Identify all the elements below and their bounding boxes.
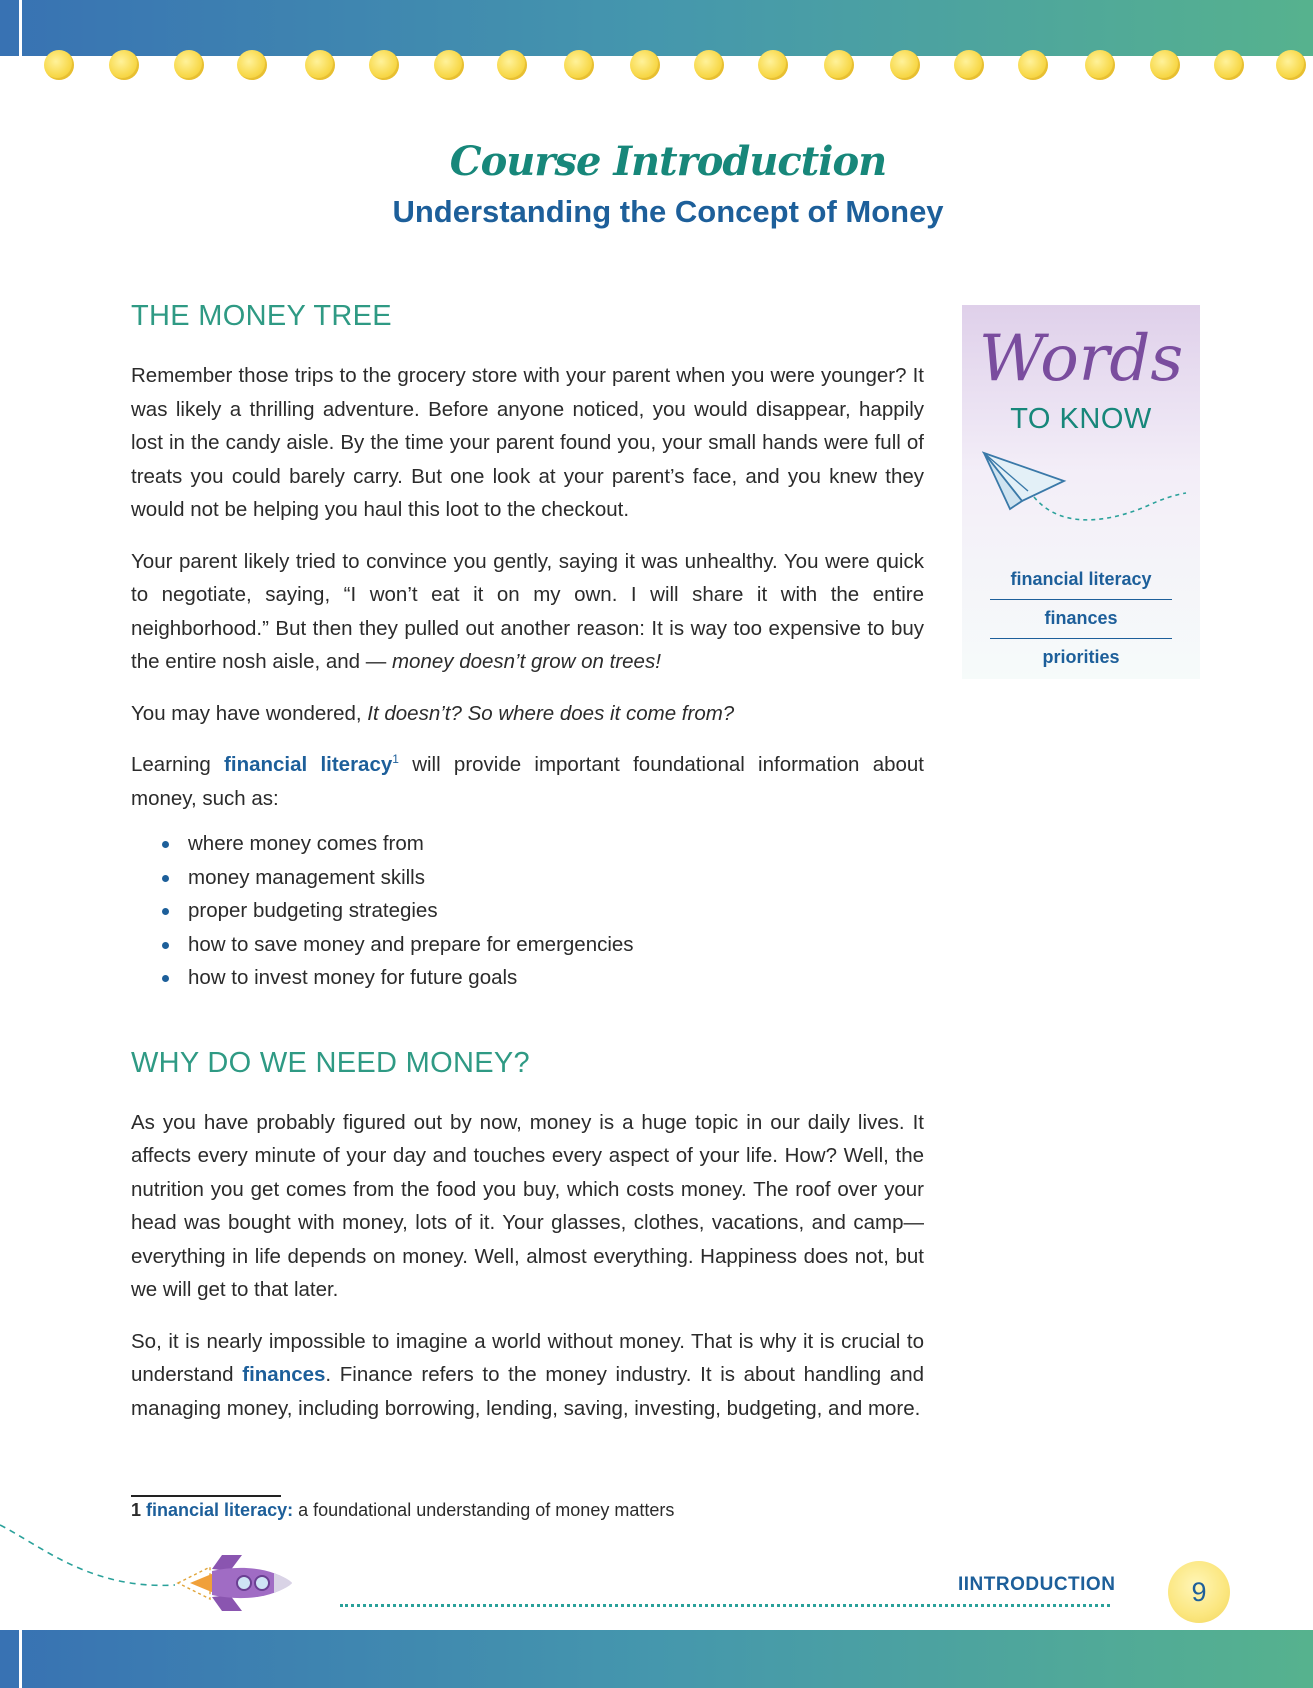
paragraph — [131, 748, 924, 815]
section-heading: WHY DO WE NEED MONEY? — [131, 1046, 530, 1079]
paragraph — [131, 1325, 924, 1426]
paper-plane-icon — [982, 451, 1192, 541]
paragraph — [131, 697, 924, 731]
coin-icon — [954, 50, 984, 80]
footer-dotted-rule — [340, 1604, 1110, 1607]
coin-row-decoration — [0, 48, 1313, 88]
coin-icon — [434, 50, 464, 80]
bottom-gradient-band — [0, 1630, 1313, 1688]
coin-icon — [237, 50, 267, 80]
bullet-list — [131, 827, 924, 995]
page-number: 9 — [1168, 1561, 1230, 1623]
glossary-term[interactable]: finances — [242, 1363, 326, 1386]
list-item: how to save money and prepare for emergencies — [162, 928, 924, 962]
text-run: Your parent likely tried to convince you gently, saying it was unhealthy. You were quick to negotiate, saying, “I won’t eat it on my own. I will share it with the entire neighborhood.” But then they pulled out another reason: It is way too expensive to buy the entire nosh aisle, and — — [131, 549, 924, 673]
paragraph: Remember those trips to the grocery store with your parent when you were younger? It was likely a thrilling adventure. Before anyone noticed, you would disappear, happily lost in the candy aisle. By the time your parent found you, your small hands were full of treats you could barely carry. But one look at your parent’s face, and you knew they would not be helping you haul this loot to the checkout. — [131, 364, 924, 521]
coin-icon — [824, 50, 854, 80]
bottom-band-divider — [19, 1630, 22, 1688]
coin-icon — [497, 50, 527, 80]
coin-icon — [1085, 50, 1115, 80]
coin-icon — [1276, 50, 1306, 80]
list-item: how to invest money for future goals — [162, 961, 924, 995]
running-footer: IINTRODUCTION — [958, 1574, 1116, 1595]
glossary-term[interactable]: financial literacy — [224, 753, 393, 776]
footnote-rule — [131, 1495, 281, 1497]
footnote-ref[interactable]: 1 — [392, 752, 399, 767]
coin-icon — [630, 50, 660, 80]
words-to-know-sidebar — [962, 305, 1200, 679]
sidebar-term[interactable]: finances — [990, 600, 1172, 639]
coin-icon — [1214, 50, 1244, 80]
footnote-term: financial literacy: — [146, 1500, 294, 1520]
text-run: Learning — [131, 753, 225, 776]
coin-icon — [1018, 50, 1048, 80]
coin-icon — [758, 50, 788, 80]
coin-icon — [1150, 50, 1180, 80]
text-run: . Finance refers to the money industry. It is about handling and managing money, including borrowing, lending, saving, investing, budgeting, and more. — [131, 1363, 924, 1420]
text-run: You may have wondered, — [131, 701, 368, 725]
sidebar-terms — [990, 561, 1172, 677]
paragraph: As you have probably figured out by now, money is a huge topic in our daily lives. It affects every minute of your day and touches every aspect of your life. How? Well, the nutrition you get comes from the food you buy, which costs money. The roof over your head was bought with money, lots of it. Your glasses, clothes, vacations, and camp—everything in life depends on money. Well, almost everything. Happiness does not, but we will get to that later. — [131, 1110, 924, 1301]
coin-icon — [109, 50, 139, 80]
list-item: money management skills — [162, 861, 924, 895]
section-heading: THE MONEY TREE — [131, 300, 392, 332]
coin-icon — [890, 50, 920, 80]
coin-icon — [694, 50, 724, 80]
sidebar-title-to-know: TO KNOW — [1010, 403, 1152, 435]
coin-icon — [174, 50, 204, 80]
coin-icon — [564, 50, 594, 80]
text-run: So, it is nearly impossible to imagine a world without money. That is why it is crucial to understand — [131, 1329, 924, 1386]
italic-text: money doesn’t grow on trees! — [391, 650, 661, 673]
page-subtitle: Understanding the Concept of Money — [392, 194, 944, 229]
italic-text: It doesn’t? So where does it come from? — [367, 701, 735, 725]
list-item: proper budgeting strategies — [162, 894, 924, 928]
page-header — [0, 140, 1313, 230]
footnote-definition: a foundational understanding of money matters — [293, 1500, 675, 1520]
sidebar-term[interactable]: priorities — [1042, 647, 1120, 667]
rocket-icon — [0, 1515, 310, 1615]
list-item: where money comes from — [162, 827, 924, 861]
coin-icon — [369, 50, 399, 80]
coin-icon — [44, 50, 74, 80]
sidebar-title-words: Words — [978, 322, 1184, 396]
coin-icon — [305, 50, 335, 80]
sidebar-term[interactable]: financial literacy — [990, 561, 1172, 600]
paragraph — [131, 545, 924, 679]
text-run: will provide important foundational information about money, such as: — [131, 753, 925, 810]
footnote-number: 1 — [131, 1500, 142, 1520]
main-content — [131, 300, 924, 1443]
page-title: Course Introduction — [449, 138, 887, 185]
